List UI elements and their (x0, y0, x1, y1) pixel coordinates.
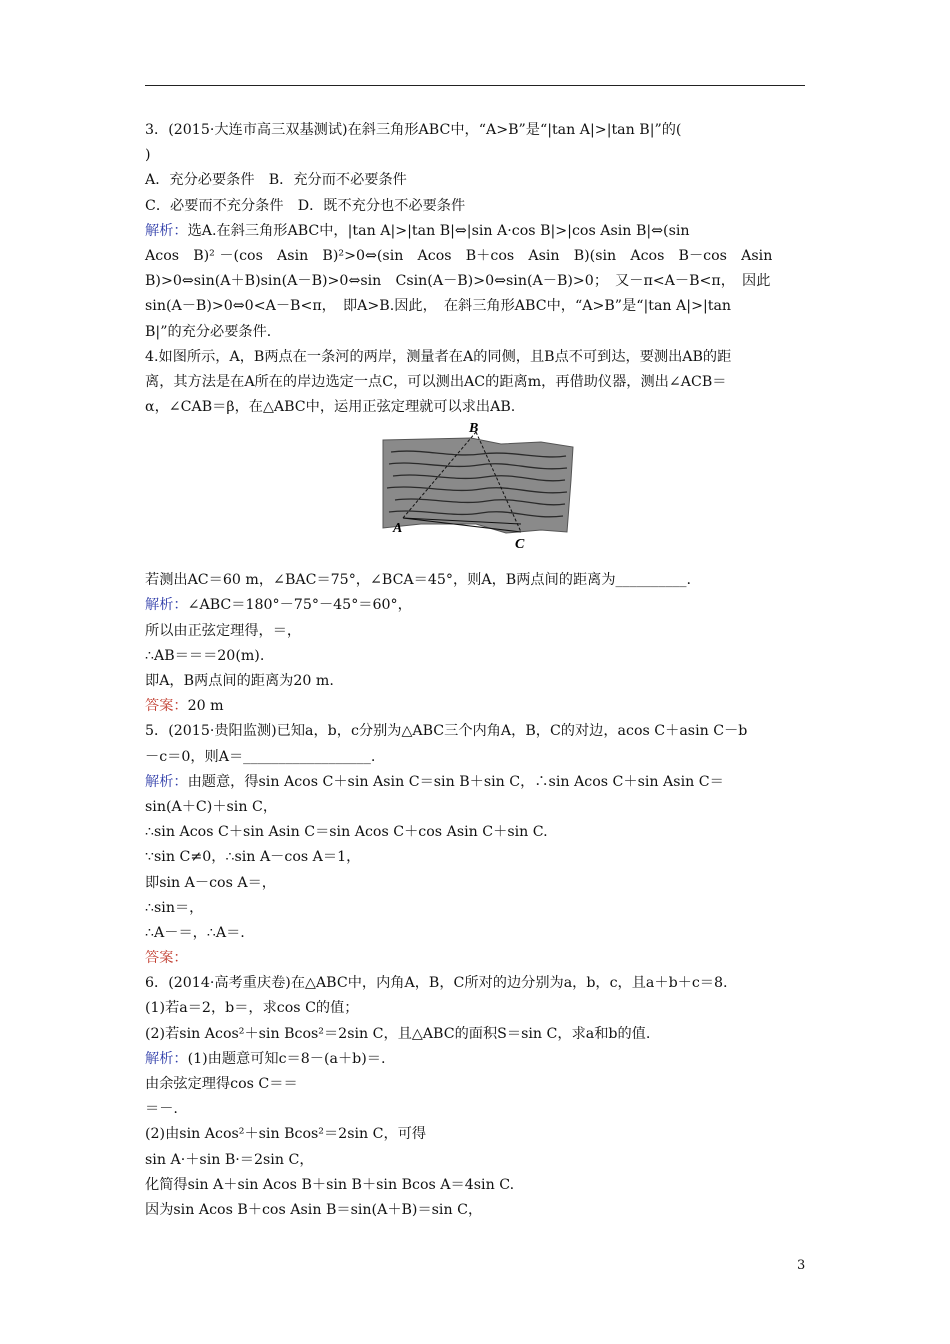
line-text: ) (145, 147, 151, 164)
point-a-label: A (393, 521, 403, 537)
river-figure (145, 420, 810, 568)
line-text: 即sin A－cos A＝， (145, 874, 276, 891)
text-line (145, 996, 810, 1021)
line-text: ∴AB＝＝＝20(m). (145, 647, 265, 664)
text-block-top (145, 118, 810, 420)
text-line (145, 168, 810, 193)
text-line (145, 669, 810, 694)
line-text: ∵sin C≠0，∴sin A－cos A＝1， (145, 849, 361, 866)
text-line (145, 1148, 810, 1173)
text-line (145, 745, 810, 770)
text-line (145, 921, 810, 946)
line-text: 所以由正弦定理得，＝， (145, 622, 302, 639)
text-line (145, 795, 810, 820)
text-line (145, 294, 810, 319)
text-line (145, 644, 810, 669)
line-text: －c＝0，则A＝__________________. (145, 748, 376, 765)
line-text: B)>0⇔sin(A＋B)sin(A－B)>0⇔sin Csin(A－B)>0⇔sin(A－B)>0； 又－π<A－B<π， 因此 (145, 273, 771, 290)
text-line (145, 370, 810, 395)
text-line (145, 946, 810, 971)
solution-label: 解析： (145, 1050, 188, 1067)
text-line (145, 1022, 810, 1047)
line-text: 由题意，得sin Acos C＋sin Asin C＝sin B＋sin C，∴sin Acos C＋sin Asin C＝ (187, 773, 724, 790)
line-text: 选A.在斜三角形ABC中，|tan A|>|tan B|⇔|sin A·cos B|>|cos Asin B|⇔(sin (187, 222, 690, 239)
river-diagram (381, 420, 581, 568)
text-line (145, 143, 810, 168)
answer-label: 答案： (145, 950, 188, 967)
line-text: ∴A－＝，∴A＝. (145, 924, 245, 941)
text-line (145, 269, 810, 294)
line-text: (2)由sin Acos²＋sin Bcos²＝2sin C，可得 (145, 1126, 427, 1143)
line-text: C．必要而不充分条件 D．既不充分也不必要条件 (145, 197, 466, 214)
text-line (145, 219, 810, 244)
header-rule (145, 85, 805, 86)
text-line (145, 1097, 810, 1122)
text-line (145, 694, 810, 719)
point-c-label: C (515, 537, 525, 553)
text-block-bottom (145, 568, 810, 1223)
text-line (145, 719, 810, 744)
text-line (145, 896, 810, 921)
line-text: ∠ABC＝180°－75°－45°＝60°， (187, 597, 412, 614)
line-text: 5．(2015·贵阳监测)已知a，b，c分别为△ABC三个内角A，B，C的对边，acos C＋asin C－b (145, 723, 748, 740)
text-line (145, 1047, 810, 1072)
line-text: 离，其方法是在A所在的岸边选定一点C，可以测出AC的距离m，再借助仪器，测出∠ACB＝ (145, 373, 727, 390)
text-line (145, 244, 810, 269)
line-text: 化简得sin A＋sin Acos B＋sin B＋sin Bcos A＝4sin C. (145, 1176, 515, 1193)
line-text: 3．(2015·大连市高三双基测试)在斜三角形ABC中，“A>B”是“|tan A|>|tan B|”的( (145, 122, 682, 138)
line-text: sin A·＋sin B·＝2sin C， (145, 1151, 314, 1168)
text-line (145, 971, 810, 996)
line-text: α，∠CAB＝β，在△ABC中，运用正弦定理就可以求出AB. (145, 399, 516, 416)
page-content (145, 118, 810, 1223)
solution-label: 解析： (145, 597, 188, 614)
line-text: 由余弦定理得cos C＝＝ (145, 1076, 298, 1092)
line-text: Acos B)² －(cos Asin B)²>0⇔(sin Acos B＋cos Asin B)(sin Acos B－cos Asin (145, 247, 773, 264)
text-line (145, 1122, 810, 1147)
line-text: ∴sin＝， (145, 899, 204, 916)
line-text: sin(A－B)>0⇔0<A－B<π， 即A>B.因此， 在斜三角形ABC中，“A>B”是“|tan A|>|tan (145, 298, 732, 315)
point-b-label: B (469, 421, 479, 437)
line-text: sin(A＋C)＋sin C， (145, 798, 278, 815)
text-line (145, 395, 810, 420)
solution-label: 解析： (145, 222, 188, 239)
text-line (145, 845, 810, 870)
line-text: A．充分必要条件 B．充分而不必要条件 (145, 172, 407, 189)
solution-label: 解析： (145, 773, 188, 790)
text-line (145, 1173, 810, 1198)
line-text: 4.如图所示，A，B两点在一条河的两岸，测量者在A的同侧，且B点不可到达，要测出AB的距 (145, 348, 732, 365)
line-text: 因为sin Acos B＋cos Asin B＝sin(A＋B)＝sin C， (145, 1201, 483, 1218)
line-text: ∴sin Acos C＋sin Asin C＝sin Acos C＋cos Asin C＋sin C. (145, 824, 548, 841)
line-text: (2)若sin Acos²＋sin Bcos²＝2sin C，且△ABC的面积S＝sin C，求a和b的值. (145, 1025, 651, 1042)
text-line (145, 619, 810, 644)
text-line (145, 871, 810, 896)
line-text: 若测出AC＝60 m，∠BAC＝75°，∠BCA＝45°，则A，B两点间的距离为__________. (145, 572, 691, 589)
text-line (145, 194, 810, 219)
text-line (145, 118, 810, 143)
answer-label: 答案： (145, 698, 188, 715)
text-line (145, 1072, 810, 1097)
text-line (145, 568, 810, 593)
line-text: (1)若a＝2，b＝，求cos C的值； (145, 1000, 359, 1017)
line-text: (1)由题意可知c＝8－(a＋b)＝. (187, 1050, 386, 1067)
text-line (145, 770, 810, 795)
text-line (145, 820, 810, 845)
line-text: B|”的充分必要条件． (145, 323, 281, 340)
text-line (145, 593, 810, 618)
text-line (145, 1198, 810, 1223)
text-line (145, 345, 810, 370)
line-text: 20 m (187, 698, 224, 715)
text-line (145, 320, 810, 345)
line-text: ＝－. (145, 1101, 178, 1118)
page-number: 3 (797, 1258, 806, 1273)
line-text: 即A，B两点间的距离为20 m. (145, 673, 334, 689)
line-text: 6．(2014·高考重庆卷)在△ABC中，内角A，B，C所对的边分别为a，b，c，且a＋b＋c＝8. (145, 975, 728, 992)
